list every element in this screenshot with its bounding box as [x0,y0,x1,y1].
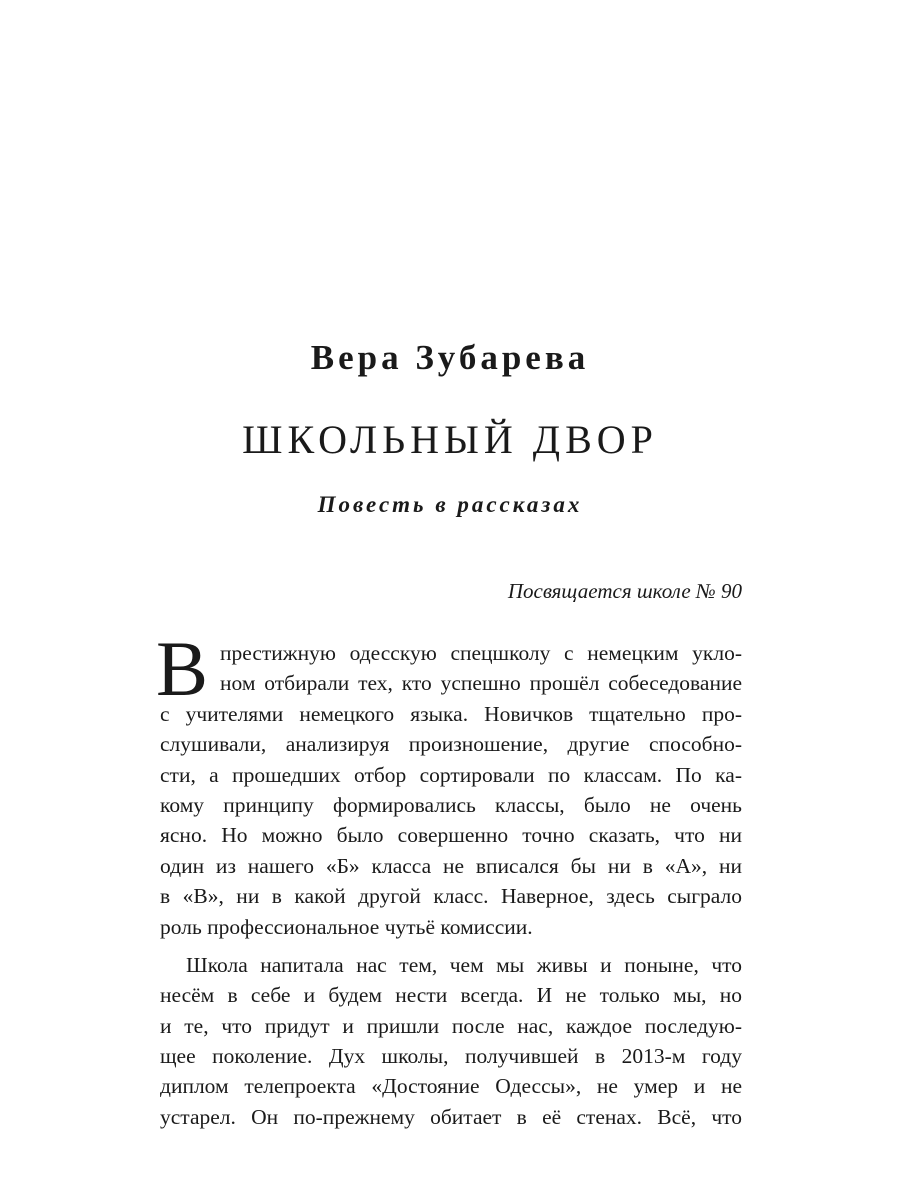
book-title: ШКОЛЬНЫЙ ДВОР [242,417,658,462]
text-line: с учителями немецкого языка. Новичков тщательно про- [160,701,742,726]
text-line: роль профессиональное чутьё комиссии. [160,914,533,939]
text-line: ясно. Но можно было совершенно точно сказать, что ни [160,823,742,848]
drop-cap: В [156,625,209,712]
text-line: один из нашего «Б» класса не вписался бы ни в «А», ни [160,853,742,878]
text-line: в «В», ни в какой другой класс. Наверное, здесь сыграло [160,884,742,909]
author-name: Вера Зубарева [310,338,590,377]
paragraph-1 [156,625,742,942]
body-text [156,625,742,1132]
text-line: и те, что придут и пришли после нас, каждое последую- [160,1013,742,1038]
dedication: Посвящается школе № 90 [507,579,742,603]
text-line: кому принципу формировались классы, было не очень [160,792,742,817]
text-line: Школа напитала нас тем, чем мы живы и поныне, что [186,952,742,977]
text-line: устарел. Он по-прежнему обитает в её стенах. Всё, что [160,1104,742,1129]
text-line: слушивали, анализируя произношение, другие способно- [160,732,742,757]
text-line: престижную одесскую спецшколу с немецким укло- [220,641,742,665]
text-line: сти, а прошедших отбор сортировали по классам. По ка- [160,762,742,787]
book-subtitle: Повесть в рассказах [317,492,583,517]
text-line: диплом телепроекта «Достояние Одессы», не умер и не [160,1074,742,1099]
text-line: несём в себе и будем нести всегда. И не только мы, но [160,983,742,1008]
paragraph-2 [160,950,742,1132]
text-line: щее поколение. Дух школы, получившей в 2013-м году [160,1044,742,1069]
text-line: ном отбирали тех, кто успешно прошёл собеседование [220,671,742,696]
